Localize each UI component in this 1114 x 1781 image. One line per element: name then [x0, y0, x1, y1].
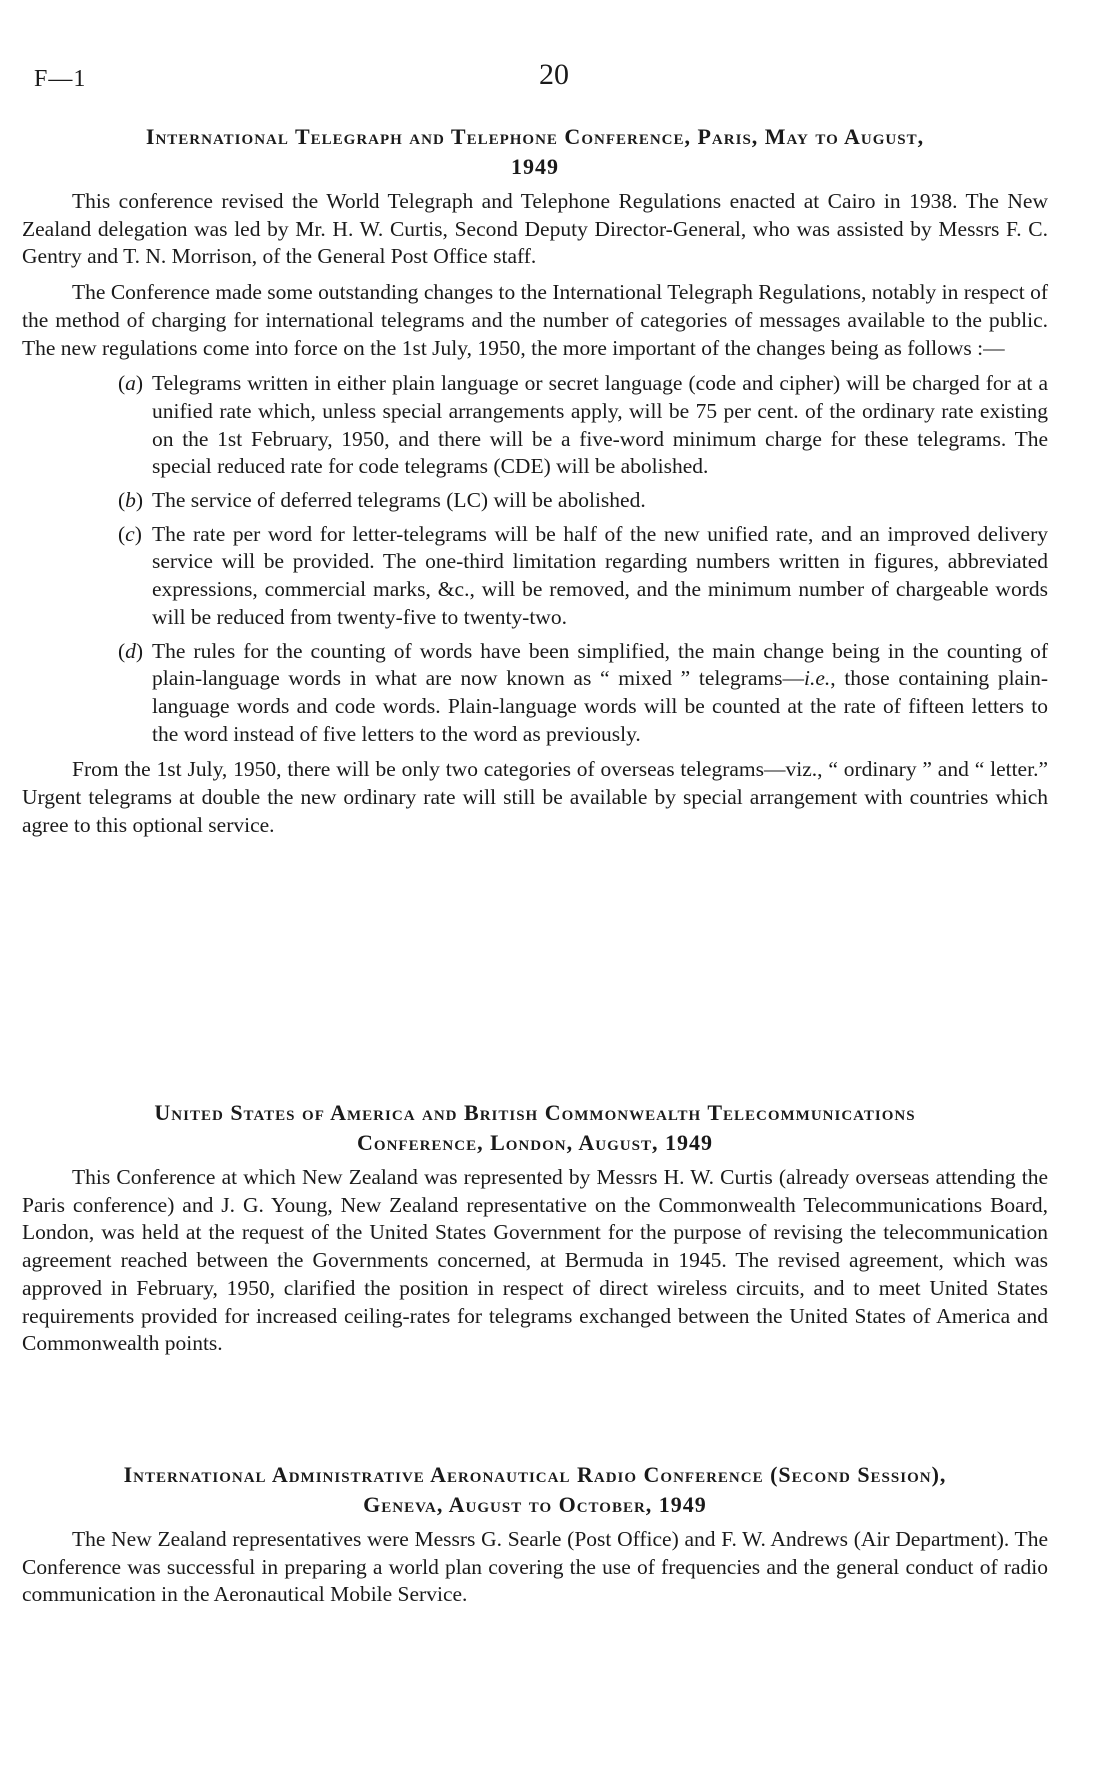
page-reference: F—1: [34, 66, 87, 92]
list-label: (d): [118, 638, 144, 663]
list-item-text: The rules for the counting of words have been simplified, the main change being in the counting of plain-language words in what are now known as “ mixed ” telegrams—i.e., those containing plain-language words and code words. Plain-language words will be counted at the rate of fifteen letters to the word instead of five letters to the word as previously.: [152, 638, 1048, 746]
list-label: (b): [118, 488, 144, 513]
heading-line-2: 1949: [511, 154, 559, 179]
list-item-b: [22, 487, 1048, 515]
list-item-d: [22, 638, 1048, 749]
section-heading: [22, 1460, 1048, 1520]
list-item-text: Telegrams written in either plain language or secret language (code and cipher) will be charged for at a unified rate which, unless special arrangements apply, will be 75 per cent. of the ordinary rate existing on the 1st February, 1950, and there will be a five-word minimum charge for these telegrams. The special reduced rate for code telegrams (CDE) will be abolished.: [152, 371, 1048, 479]
page-number: 20: [539, 58, 569, 91]
list-label: (c): [118, 521, 142, 546]
section-heading: [22, 122, 1048, 182]
paragraph: From the 1st July, 1950, there will be only two categories of overseas telegrams—viz., “ ordinary ” and “ letter.” Urgent telegrams at double the new ordinary rate will still be available by special arrangement with countries which agree to this optional service.: [22, 757, 1048, 837]
section-geneva-conference: [22, 1460, 1048, 1609]
heading-line-1: International Administrative Aeronautical Radio Conference (Second Session),: [123, 1462, 947, 1487]
paragraph: This Conference at which New Zealand was represented by Messrs H. W. Curtis (already overseas attending the Paris conference) and J. G. Young, New Zealand representative on the Commonwealth Telecommunications Board, London, was held at the request of the United States Government for the purpose of revising the telecommunication agreement reached between the Governments concerned, at Bermuda in 1945. The revised agreement, which was approved in February, 1950, clarified the position in respect of direct wireless circuits, and to meet United States requirements provided for increased ceiling-rates for telegrams exchanged between the United States of America and Commonwealth points.: [22, 1165, 1048, 1356]
list-item-a: [22, 370, 1048, 481]
list-label: (a): [118, 371, 144, 396]
list-item-text: The service of deferred telegrams (LC) will be abolished.: [152, 488, 646, 513]
running-head: [34, 58, 1074, 98]
paragraph: The New Zealand representatives were Messrs G. Searle (Post Office) and F. W. Andrews (Air Department). The Conference was successful in preparing a world plan covering the use of frequencies and the general conduct of radio communication in the Aeronautical Mobile Service.: [22, 1527, 1048, 1607]
paragraph: This conference revised the World Telegraph and Telephone Regulations enacted at Cairo in 1938. The New Zealand delegation was led by Mr. H. W. Curtis, Second Deputy Director-General, who was assisted by Messrs F. C. Gentry and T. N. Morrison, of the General Post Office staff.: [22, 189, 1048, 269]
section-paris-conference: [22, 122, 1048, 839]
heading-line-2: Conference, London, August, 1949: [357, 1130, 713, 1155]
section-london-conference: [22, 1098, 1048, 1358]
list-item-text: The rate per word for letter-telegrams will be half of the new unified rate, and an improved delivery service will be provided. The one-third limitation regarding numbers written in figures, abbreviated expressions, commercial marks, &c., will be removed, and the minimum number of chargeable words will be reduced from twenty-five to twenty-two.: [152, 521, 1048, 629]
heading-line-1: United States of America and British Commonwealth Telecommunications: [154, 1100, 916, 1125]
list-item-c: [22, 521, 1048, 632]
heading-line-1: International Telegraph and Telephone Conference, Paris, May to August,: [145, 124, 925, 149]
paragraph: The Conference made some outstanding changes to the International Telegraph Regulations, notably in respect of the method of charging for international telegrams and the number of categories of messages available to the public. The new regulations come into force on the 1st July, 1950, the more important of the changes being as follows :—: [22, 280, 1048, 360]
section-heading: [22, 1098, 1048, 1158]
heading-line-2: Geneva, August to October, 1949: [363, 1492, 707, 1517]
